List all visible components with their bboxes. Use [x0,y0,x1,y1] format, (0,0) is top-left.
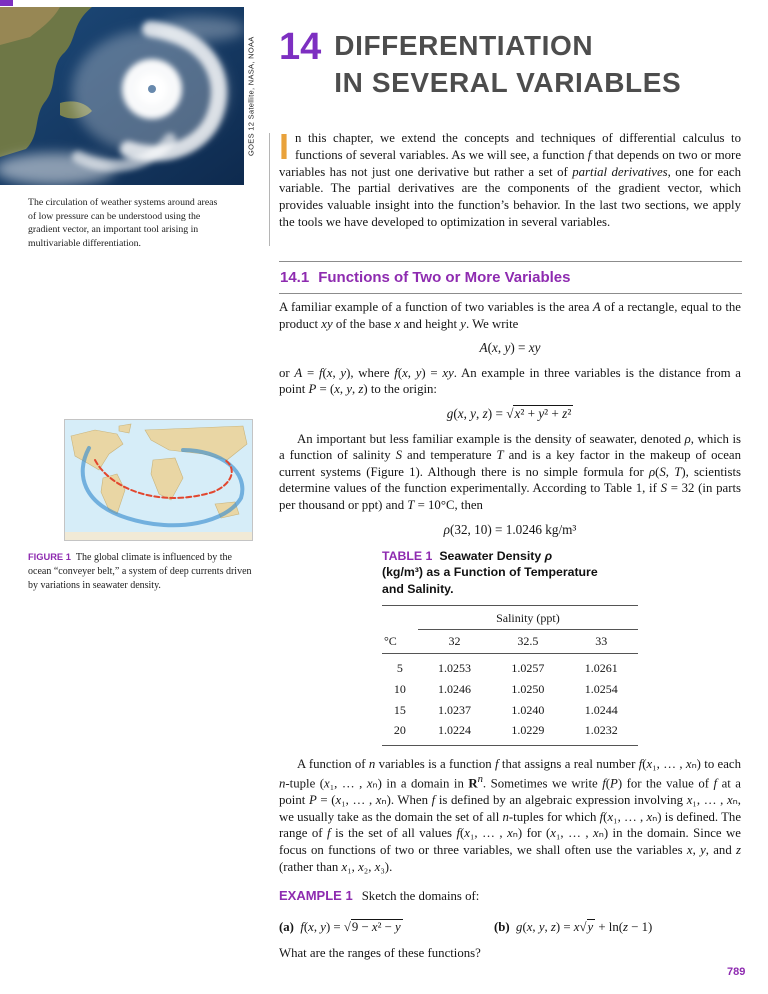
table1-col-header: 33 [565,629,638,654]
example1-intro: Sketch the domains of: [361,889,480,904]
table-cell: 1.0224 [418,720,491,745]
table-cell: 1.0246 [437,681,471,696]
hurricane-eye [148,85,156,93]
figure1-label: FIGURE 1 [28,552,71,562]
table-cell: 1.0253 [437,661,471,676]
table1-col-header: 32 [418,629,491,654]
paragraph-3: An important but less familiar example is the density of seawater, denoted ρ, which is a function of salinity S and temperature T and is a key factor in the makeup of ocean current systems (Figure 1). Although there is no simple formula for ρ(S, T), scientists determine values of the function experimentally. According to Table 1, if S = 32 (in parts per thousand or ppt) and T = 10°C, then [279,431,741,512]
section-title: Functions of Two or More Variables [318,269,571,286]
table-cell: 10 [393,681,406,696]
page-number: 789 [727,966,746,978]
main-text-column [279,299,741,970]
section-heading [279,261,742,294]
table1-group-header: Salinity (ppt) [418,606,638,630]
table-cell: 15 [393,702,406,717]
table1 [382,548,638,746]
photo-credit: GOES 12 Satellite, NASA, NOAA [246,36,256,156]
table-cell: 1.0232 [565,720,638,745]
chapter-heading [279,28,681,102]
paragraph-4: A function of n variables is a function f that assigns a real number f(x₁, … , xₙ) to each n-tuple (x₁, … , xₙ) in a domain in $R^n$. Sometimes we write f(P) for the value of f at a point P = (x₁, … , xₙ). When f is defined by an algebraic expression involving x₁, … , xₙ, we usually take as the domain the set of all n-tuples for which f(x₁, … , xₙ) is defined. The range of f is the set of all values f(x₁, … , xₙ) for (x₁, … , xₙ) in the domain. Since we focus on functions of two or three variables, we shall often use the variables x, y, and z (rather than x₁, x₂, x₃). [279,756,741,874]
chapter-title-line2: IN SEVERAL VARIABLES [334,66,682,98]
world-map-image [65,420,252,540]
chapter-title-line1: DIFFERENTIATION [334,30,594,61]
chapter-number: 14 [279,26,322,68]
table-row [382,679,638,700]
hurricane-image [0,7,244,185]
table1-title [382,548,638,597]
figure1-map [64,419,253,541]
equation-area: A(x, y) = xy [479,340,541,356]
figure1-caption [28,551,254,593]
table1-grid [382,605,638,746]
chapter-title [334,28,681,102]
table1-corner-cell [382,606,418,630]
table-cell: 1.0237 [437,702,471,717]
table-cell: 1.0257 [511,661,545,676]
table1-label: TABLE 1 [382,549,433,564]
equation-distance: g(x, y, z) = √x² + y² + z² [446,405,572,421]
intro-vertical-rule [269,133,270,246]
table-cell: 1.0250 [511,681,545,696]
chapter-corner-mark [0,0,13,6]
table-cell: 1.0240 [511,702,545,717]
table-cell: 1.0254 [584,681,618,696]
table-row [382,654,638,679]
example1-parts [279,919,741,936]
table-cell: 1.0229 [491,720,564,745]
paragraph-1: A familiar example of a function of two variables is the area A of a rectangle, equal to the product xy of the base x and height y. We write [279,300,741,331]
photo-caption: The circulation of weather systems around areas of low pressure can be understood using the gradient vector, an important tool arising in multivariable differentiation. [28,197,218,249]
paragraph-2: or A = f(x, y), where f(x, y) = xy. An example in three variables is the distance from a point P = (x, y, z) to the origin: [279,365,741,397]
table-cell: 1.0261 [584,661,618,676]
table-cell: 5 [396,661,403,676]
intro-text: n this chapter, we extend the concepts and techniques of differential calculus to functions of several variables. As we will see, a function f that depends on two or more variables has not just one derivative but rather a set of partial derivatives, one for each variable. The partial derivatives are the components of the gradient vector, which provides valuable insight into the function’s behavior. In the last two sections, we apply the tools we have developed to optimization in several variables. [279,131,741,229]
table1-title-text: Seawater Density ρ (kg/m³) as a Function of Temperature and Salinity. [382,549,598,596]
example1-question: What are the ranges of these functions? [279,946,481,961]
table-cell: 1.0244 [584,702,618,717]
example1-part-b: (b) g(x, y, z) = x√y + ln(z − 1) [494,919,653,934]
table1-col-header: °C [382,629,418,654]
example1-part-a: (a) f(x, y) = √9 − x² − y [279,919,401,934]
table1-col-header: 32.5 [491,629,564,654]
equation-density: ρ(32, 10) = 1.0246 kg/m³ [443,521,577,537]
hurricane-photo [0,7,258,185]
example1-heading [279,888,741,905]
figure1-caption-text: The global climate is influenced by the ocean “conveyer belt,” a system of deep currents driven by variations in seawater density. [28,552,252,591]
example1-label: EXAMPLE 1 [279,888,353,904]
intro-dropcap: I [279,126,290,167]
table-row [382,700,638,721]
table-cell: 20 [382,720,418,745]
section-number: 14.1 [280,269,310,286]
chapter-intro [279,126,741,231]
table-row [382,720,638,745]
